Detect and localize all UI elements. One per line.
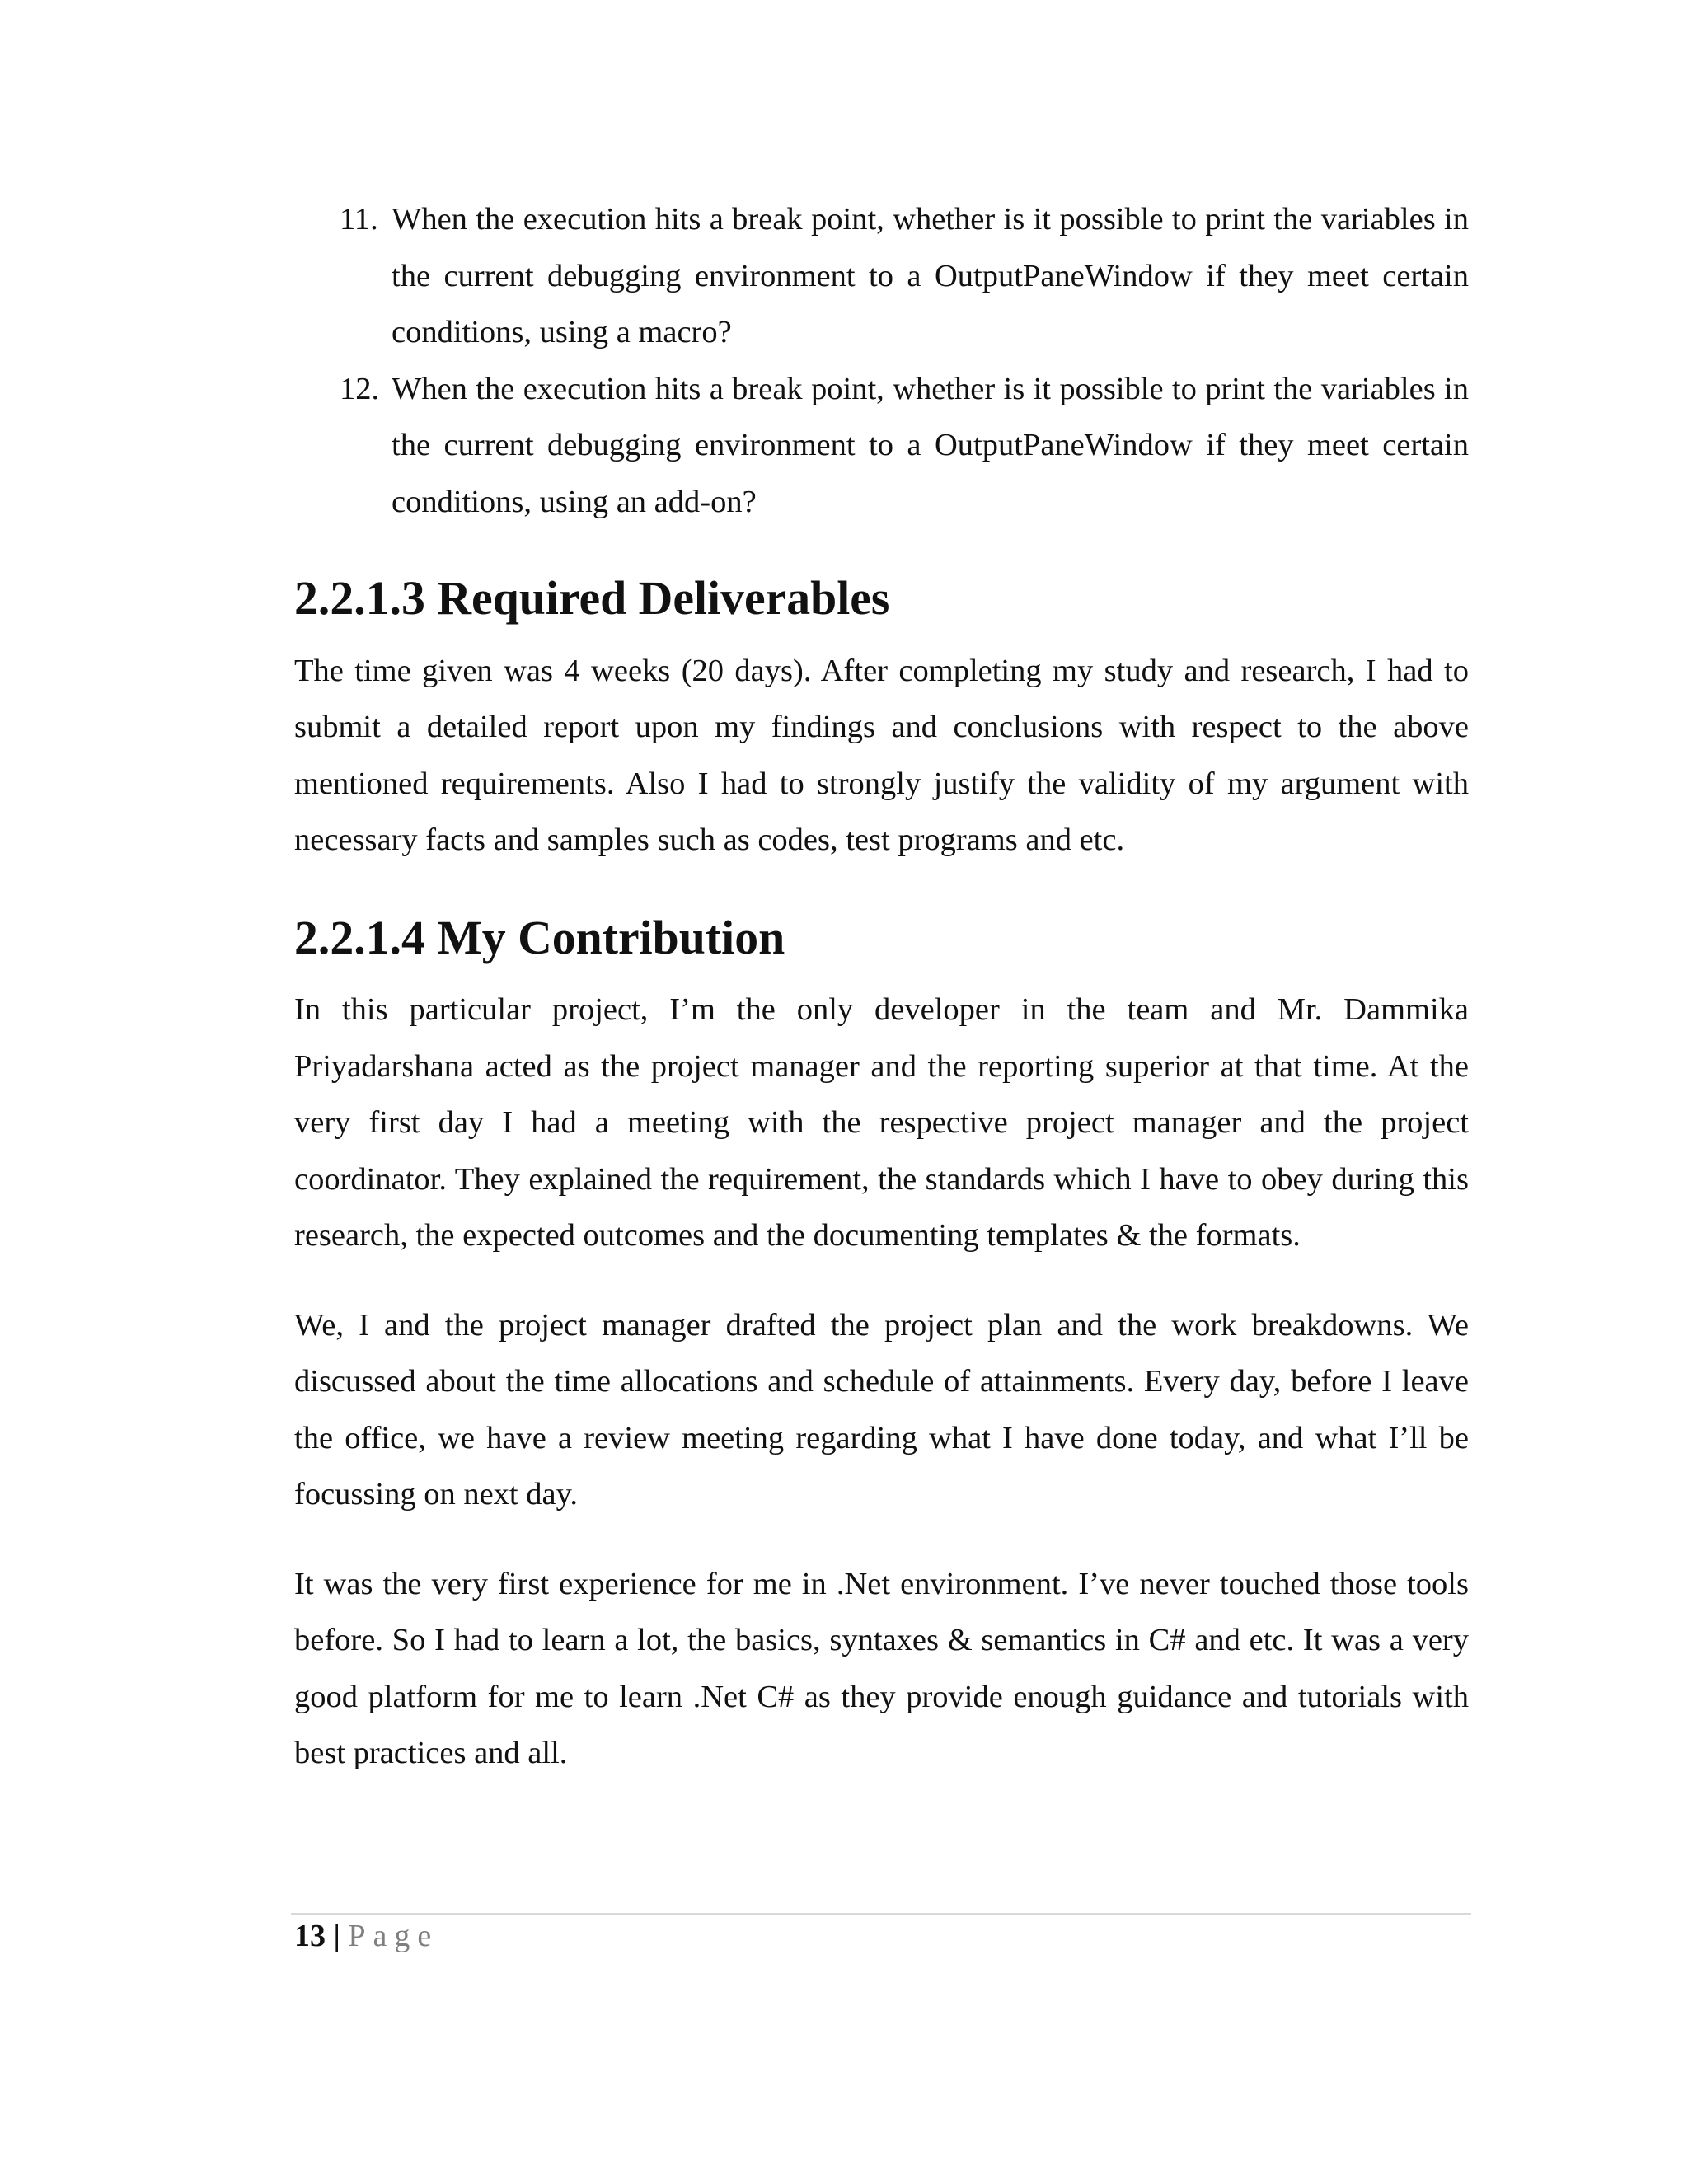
page-number: 13 <box>294 1919 326 1953</box>
page-footer <box>294 1915 438 1957</box>
list-item-text: When the execution hits a break point, whether is it possible to print the variables in the current debugging environment to a OutputPaneWindow if they meet certain conditions, using a macro? <box>392 202 1469 349</box>
contribution-paragraph-2: We, I and the project manager drafted the project plan and the work breakdowns. We discussed about the time allocations and schedule of attainments. Every day, before I leave the office, we have a review meeting regarding what I have done today, and what I’ll be focussing on next day. <box>294 1307 1469 1511</box>
footer-divider <box>291 1913 1471 1915</box>
contribution-paragraph-3: It was the very first experience for me in .Net environment. I’ve never touched those tools before. So I had to learn a lot, the basics, syntaxes & semantics in C# and etc. It was a very good platform for me to learn .Net C# as they provide enough guidance and tutorials with best practices and all. <box>294 1566 1469 1770</box>
list-item-number: 11. <box>340 202 378 237</box>
page-label: Page <box>348 1919 439 1953</box>
footer-separator: | <box>333 1919 340 1953</box>
page-content <box>294 191 1469 1782</box>
list-item-number: 12. <box>340 371 380 406</box>
list-item-11 <box>294 191 1469 361</box>
section-heading-required-deliverables: 2.2.1.3 Required Deliverables <box>294 573 890 625</box>
section-heading-my-contribution: 2.2.1.4 My Contribution <box>294 912 785 964</box>
list-item-12 <box>294 361 1469 531</box>
list-item-text: When the execution hits a break point, whether is it possible to print the variables in the current debugging environment to a OutputPaneWindow if they meet certain conditions, using an add-on? <box>392 371 1469 519</box>
deliverables-paragraph: The time given was 4 weeks (20 days). After completing my study and research, I had to submit a detailed report upon my findings and conclusions with respect to the above mentioned requirements. Also I had to strongly justify the validity of my argument with necessary facts and samples such as codes, test programs and etc. <box>294 653 1469 857</box>
contribution-paragraph-1: In this particular project, I’m the only developer in the team and Mr. Dammika Priyadarshana acted as the project manager and the reporting superior at that time. At the very first day I had a meeting with the respective project manager and the project coordinator. They explained the requirement, the standards which I have to obey during this research, the expected outcomes and the documenting templates & the formats. <box>294 992 1469 1253</box>
